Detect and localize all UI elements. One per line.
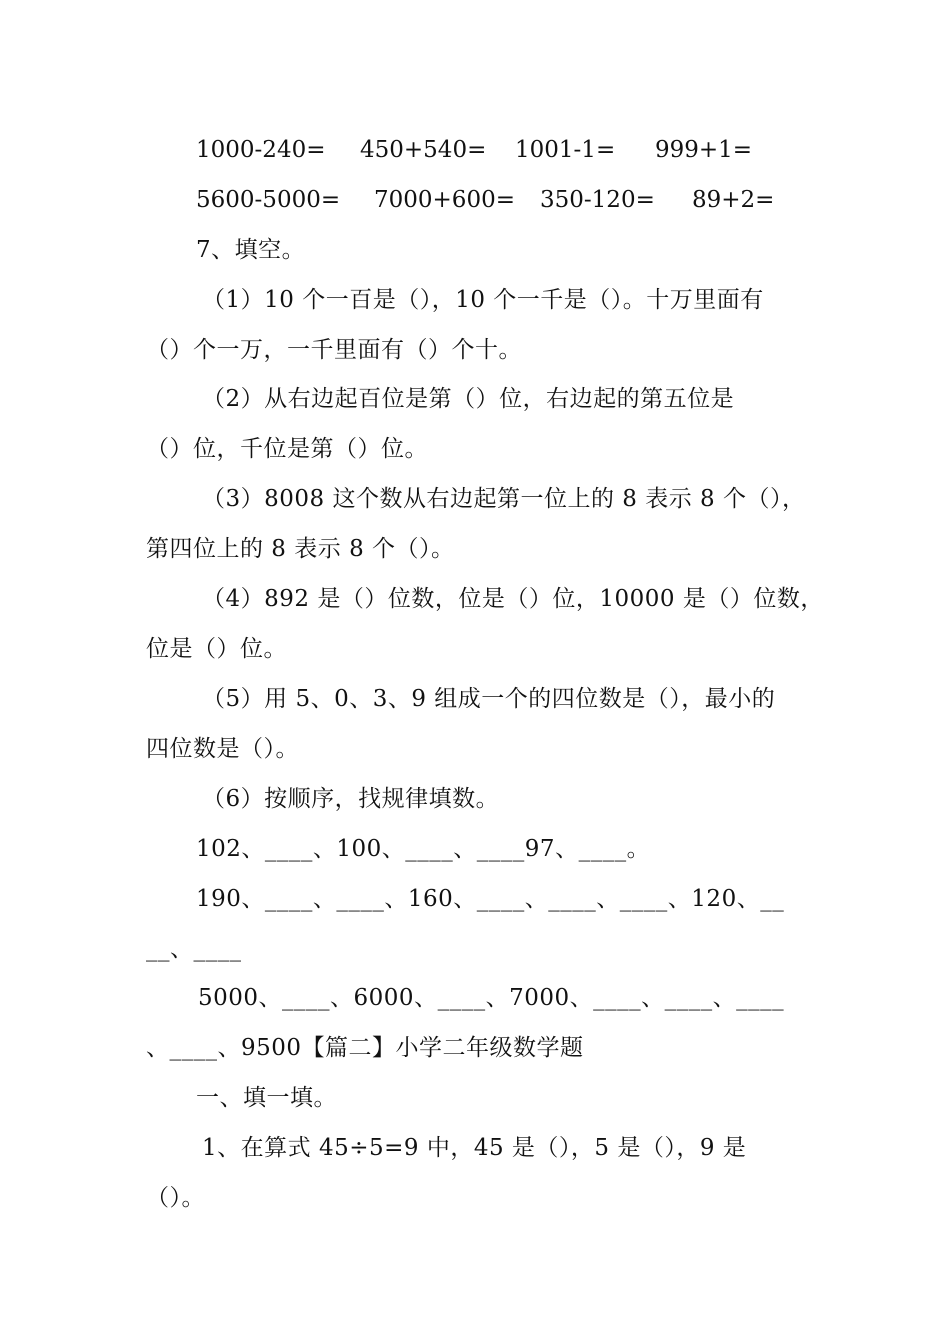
section-heading: 7、填空。 — [196, 237, 306, 263]
question-text: （）。 — [146, 1185, 205, 1211]
section-heading: 一、填一填。 — [196, 1085, 337, 1111]
sequence-line: 102、____、100、____、____97、____。 — [196, 836, 651, 862]
question-text: （4）892 是（）位数，位是（）位，10000 是（）位数， — [202, 586, 824, 612]
arith-item: 350-120= — [540, 187, 655, 213]
arith-item: 5600-5000= — [196, 187, 341, 213]
arith-item: 450+540= — [360, 137, 487, 163]
arith-item: 1000-240= — [196, 137, 326, 163]
question-text: 位是（）位。 — [146, 636, 287, 662]
question-text: （3）8008 这个数从右边起第一位上的 8 表示 8 个（）， — [202, 486, 806, 512]
arith-item: 89+2= — [692, 187, 775, 213]
question-text: 第四位上的 8 表示 8 个（）。 — [146, 536, 455, 562]
question-text: （2）从右边起百位是第（）位，右边起的第五位是 — [202, 386, 735, 412]
arith-item: 7000+600= — [374, 187, 515, 213]
sequence-line: __、____ — [146, 936, 242, 962]
question-text: （6）按顺序，找规律填数。 — [202, 786, 500, 812]
arith-item: 1001-1= — [515, 137, 616, 163]
question-text: 1、在算式 45÷5=9 中，45 是（），5 是（），9 是 — [202, 1135, 747, 1161]
question-text: 四位数是（）。 — [146, 736, 299, 762]
question-text: （）位，千位是第（）位。 — [146, 436, 428, 462]
sequence-line: 190、____、____、160、____、____、____、120、__ — [196, 886, 785, 912]
question-text: （5）用 5、0、3、9 组成一个的四位数是（），最小的 — [202, 686, 776, 712]
question-text: （）个一万，一千里面有（）个十。 — [146, 337, 522, 363]
sequence-line: 、____、9500【篇二】小学二年级数学题 — [146, 1035, 584, 1061]
question-text: （1）10 个一百是（），10 个一千是（）。十万里面有 — [202, 287, 764, 313]
arith-item: 999+1= — [655, 137, 753, 163]
sequence-line: 5000、____、6000、____、7000、____、____、____ — [198, 985, 785, 1011]
